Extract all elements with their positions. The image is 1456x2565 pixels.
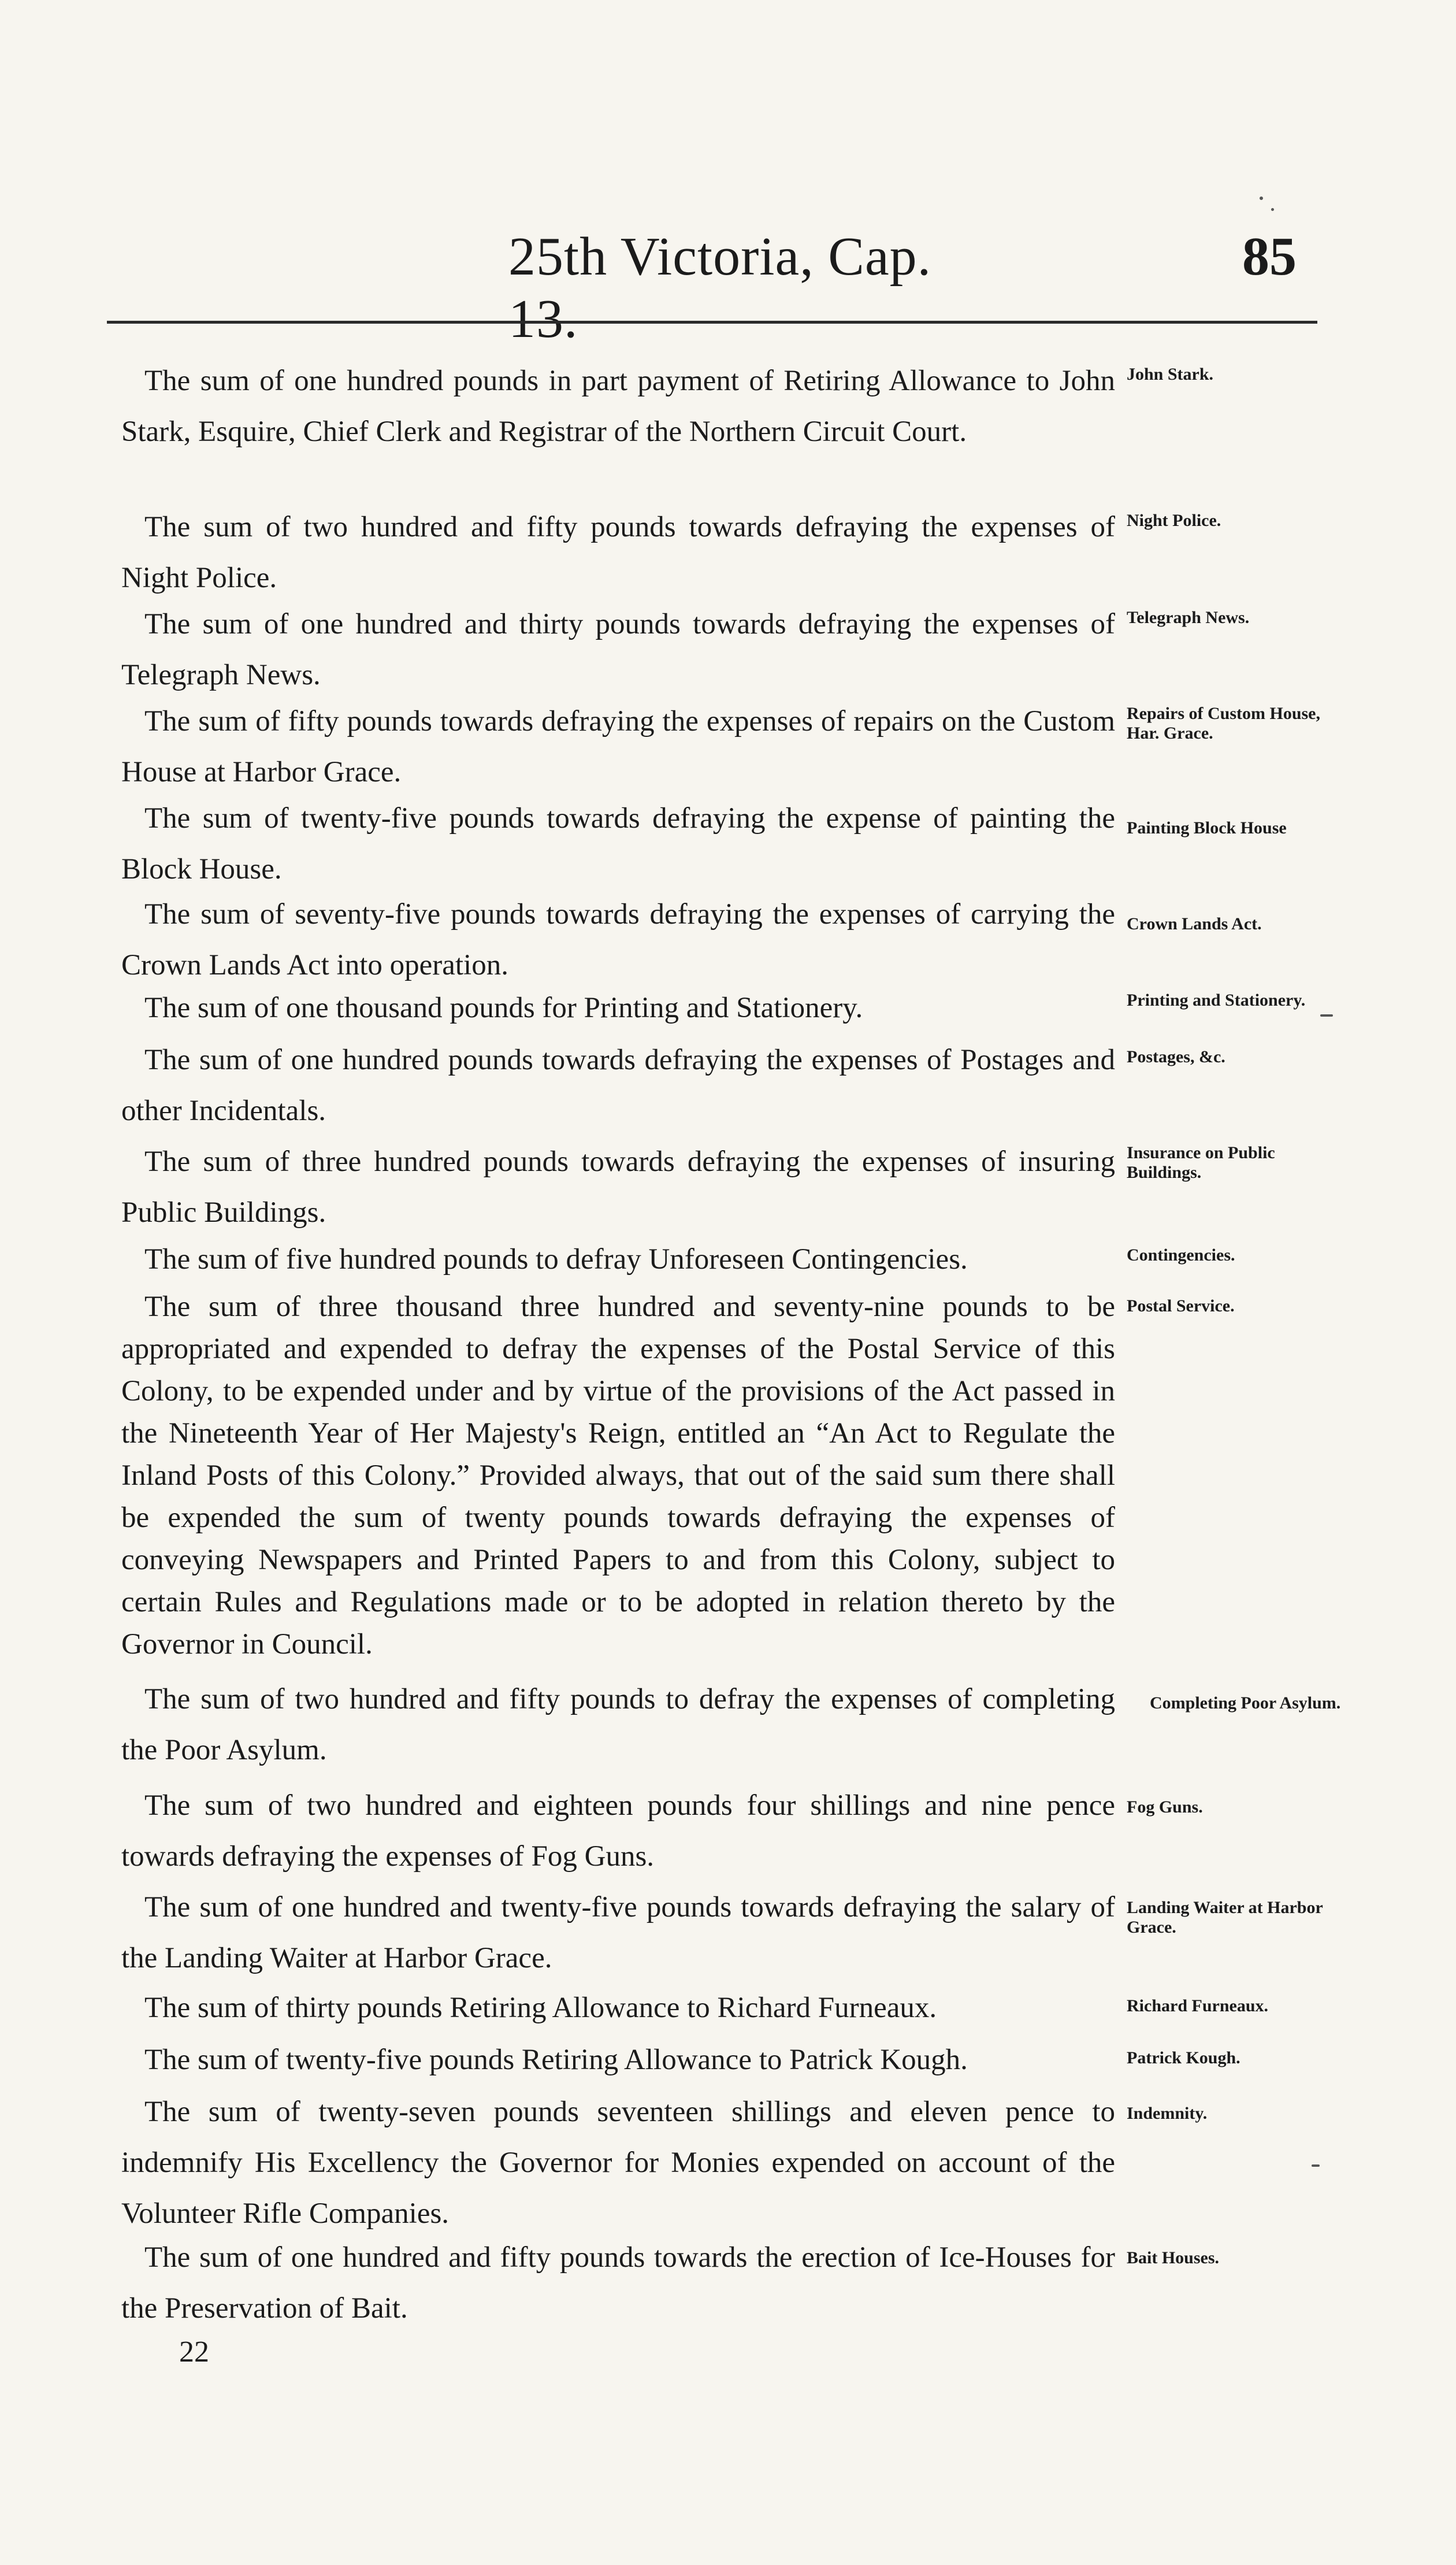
print-speck	[1260, 197, 1263, 200]
entry-text: The sum of three thousand three hundred and seventy-nine pounds to be appropriated and expended to defray the expenses of the Postal Service of this Colony, to be expended under and by virtue of the provisions of the Act passed in the Nineteenth Year of Her Majesty's Reign, entitled an “An Act to Regulate the Inland Posts of this Colony.” Provided always, that out of the said sum there shall be expended the sum of twenty pounds towards defraying the expenses of conveying Newspapers and Printed Papers to and from this Colony, subject to certain Rules and Regulations made or to be adopted in relation thereto by the Governor in Council.	[121, 1291, 1115, 1660]
header-rule	[107, 321, 1317, 324]
entry-text: The sum of one hundred pounds towards defraying the expenses of Postages and other Incidentals.	[121, 1044, 1115, 1127]
sidenote: Landing Waiter at Harbor Grace.	[1127, 1898, 1323, 1937]
print-speck	[1271, 208, 1274, 211]
sidenote: Insurance on Public Buildings.	[1127, 1143, 1275, 1182]
entry-text: The sum of two hundred and fifty pounds to defray the expenses of completing the Poor Asylum.	[121, 1683, 1115, 1766]
sidenote: Patrick Kough.	[1127, 2048, 1240, 2067]
entry-text: The sum of two hundred and eighteen pounds four shillings and nine pence towards defraying the expenses of Fog Guns.	[121, 1789, 1115, 1873]
entry-text: The sum of twenty-five pounds Retiring Allowance to Patrick Kough.	[144, 2044, 968, 2076]
sidenote: Repairs of Custom House, Har. Grace.	[1127, 704, 1320, 743]
entry-text: The sum of three hundred pounds towards defraying the expenses of insuring Public Buildings.	[121, 1146, 1115, 1229]
entry-text: The sum of thirty pounds Retiring Allowance to Richard Furneaux.	[144, 1992, 937, 2024]
entry-text: The sum of two hundred and fifty pounds towards defraying the expenses of Night Police.	[121, 511, 1115, 594]
sidenote: Painting Block House	[1127, 818, 1287, 837]
signature-mark: 22	[179, 2336, 209, 2368]
entry-text: The sum of one hundred and fifty pounds towards the erection of Ice-Houses for the Preservation of Bait.	[121, 2241, 1115, 2325]
sidenote: Postages, &c.	[1127, 1047, 1225, 1066]
running-title: 25th Victoria, Cap. 13.	[508, 227, 932, 349]
sidenote: Crown Lands Act.	[1127, 914, 1262, 933]
sidenote: John Stark.	[1127, 365, 1214, 384]
entry-text: The sum of one hundred and twenty-five pounds towards defraying the salary of the Landing Waiter at Harbor Grace.	[121, 1891, 1115, 1974]
page-header	[0, 225, 1456, 349]
sidenote: Telegraph News.	[1127, 608, 1250, 627]
sidenote: Richard Furneaux.	[1127, 1996, 1269, 2015]
entry-text: The sum of one hundred and thirty pounds towards defraying the expenses of Telegraph News.	[121, 608, 1115, 691]
entry-text: The sum of one thousand pounds for Printing and Stationery.	[144, 992, 863, 1024]
sidenote: Contingencies.	[1127, 1246, 1235, 1265]
sidenote: Night Police.	[1127, 511, 1221, 530]
print-speck	[1320, 1014, 1333, 1017]
sidenote: Indemnity.	[1127, 2104, 1208, 2123]
entry-text: The sum of seventy-five pounds towards defraying the expenses of carrying the Crown Lands Act into operation.	[121, 898, 1115, 981]
print-speck	[1312, 2164, 1320, 2167]
entry-text: The sum of five hundred pounds to defray Unforeseen Contingencies.	[144, 1243, 968, 1276]
sidenote: Postal Service.	[1127, 1296, 1235, 1315]
entry-text: The sum of twenty-five pounds towards defraying the expense of painting the Block House.	[121, 802, 1115, 885]
sidenote: Bait Houses.	[1127, 2248, 1220, 2267]
sidenote: Completing Poor Asylum.	[1150, 1693, 1341, 1713]
entry-text: The sum of one hundred pounds in part payment of Retiring Allowance to John Stark, Esquire, Chief Clerk and Registrar of the Northern Circuit Court.	[121, 365, 1115, 448]
entry-text: The sum of fifty pounds towards defraying the expenses of repairs on the Custom House at Harbor Grace.	[121, 705, 1115, 788]
sidenote: Fog Guns.	[1127, 1797, 1203, 1817]
entry-text: The sum of twenty-seven pounds seventeen shillings and eleven pence to indemnify His Excellency the Governor for Monies expended on account of the Volunteer Rifle Companies.	[121, 2096, 1115, 2230]
page-number: 85	[1242, 227, 1297, 287]
sidenote: Printing and Stationery.	[1127, 991, 1306, 1010]
